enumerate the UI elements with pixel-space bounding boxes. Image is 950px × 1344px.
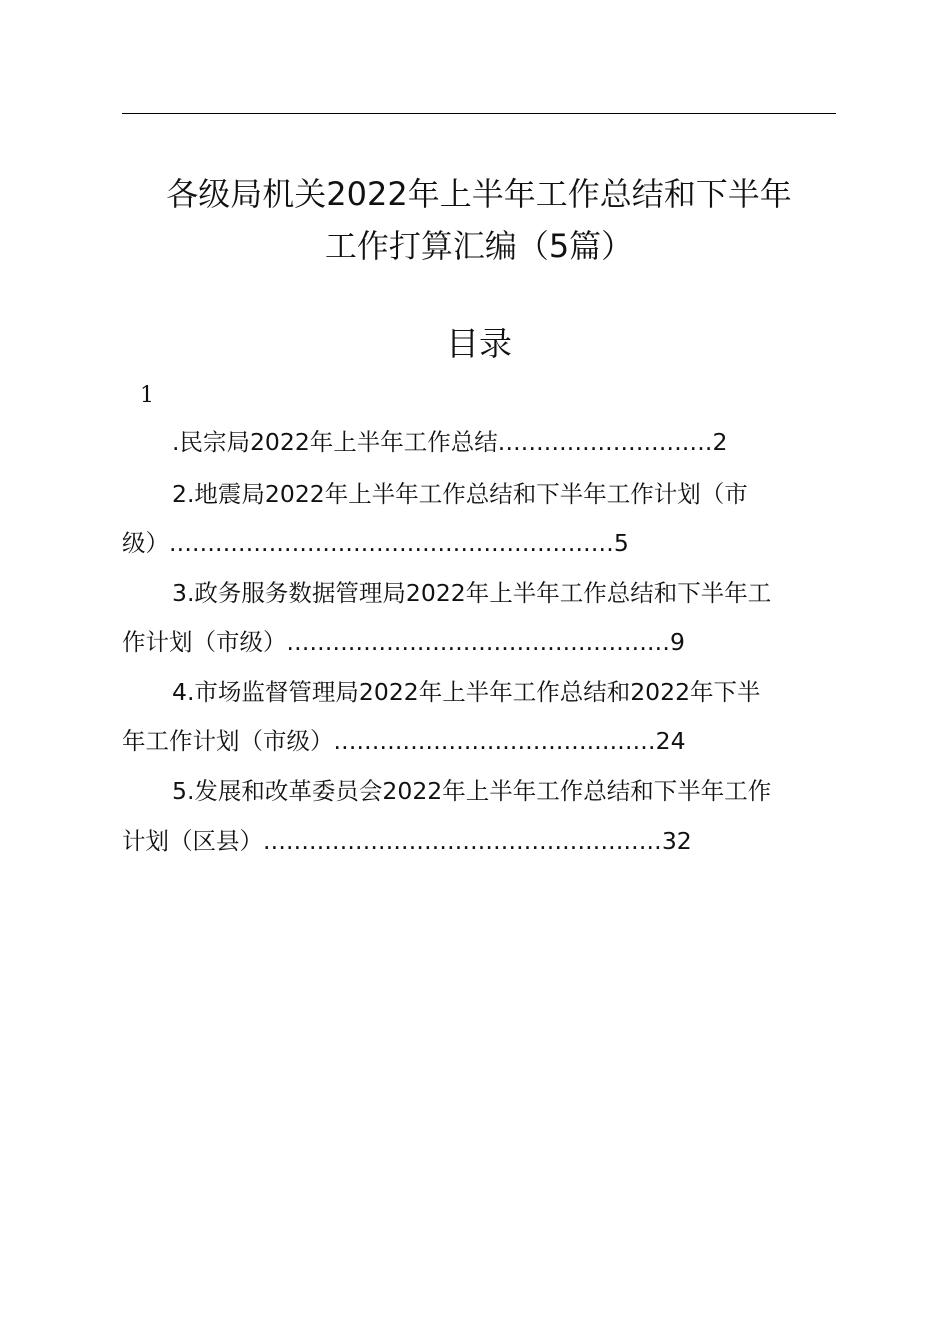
toc-entry-1[interactable] (172, 425, 728, 459)
toc-entry-2-line-2[interactable] (122, 526, 629, 560)
toc-entry-5-title-cont: 计划（区县） (122, 827, 263, 855)
title-line-2: 工作打算汇编（5篇） (324, 227, 634, 265)
toc-entry-3-line-2[interactable] (122, 625, 685, 659)
toc-entry-1-title: .民宗局2022年上半年工作总结 (172, 428, 498, 456)
toc-entry-4-page: 24 (655, 727, 686, 755)
toc-entry-1-leader: ............................ (497, 428, 713, 456)
toc-entry-5-title: 5.发展和改革委员会2022年上半年工作总结和下半年工作 (172, 777, 772, 805)
toc-entry-3-title-cont: 作计划（市级） (122, 628, 287, 656)
toc-entry-5-line-2[interactable] (122, 824, 692, 858)
toc-entry-3-line-1[interactable] (172, 576, 771, 610)
stray-page-number: 1 (140, 383, 154, 408)
toc-entry-5-page: 32 (661, 827, 692, 855)
toc-entry-4-title-cont: 年工作计划（市级） (122, 727, 334, 755)
title-line-1: 各级局机关2022年上半年工作总结和下半年 (166, 175, 792, 213)
toc-entry-4-line-2[interactable] (122, 724, 686, 758)
toc-entry-3-page: 9 (670, 628, 685, 656)
toc-entry-4-line-1[interactable] (172, 675, 761, 709)
toc-entry-2-line-1[interactable] (172, 477, 748, 511)
toc-entry-5-leader: .................................................... (263, 827, 662, 855)
toc-entry-2-title-cont: 级） (122, 529, 169, 557)
toc-entry-2-page: 5 (613, 529, 629, 557)
toc-entry-3-title: 3.政务服务数据管理局2022年上半年工作总结和下半年工 (172, 579, 772, 607)
toc-entry-3-leader: .................................................. (286, 628, 670, 656)
toc-entry-1-page: 2 (712, 428, 728, 456)
document-title (122, 168, 836, 272)
toc-heading: 目录 (446, 324, 512, 363)
toc-entry-2-leader: .......................................................... (169, 529, 614, 557)
toc-entry-5-line-1[interactable] (172, 774, 771, 808)
toc-entry-4-leader: .......................................... (333, 727, 656, 755)
toc-entry-4-title: 4.市场监督管理局2022年上半年工作总结和2022年下半 (172, 678, 761, 706)
header-rule (122, 113, 836, 114)
toc-entry-2-title: 2.地震局2022年上半年工作总结和下半年工作计划（市 (172, 480, 748, 508)
